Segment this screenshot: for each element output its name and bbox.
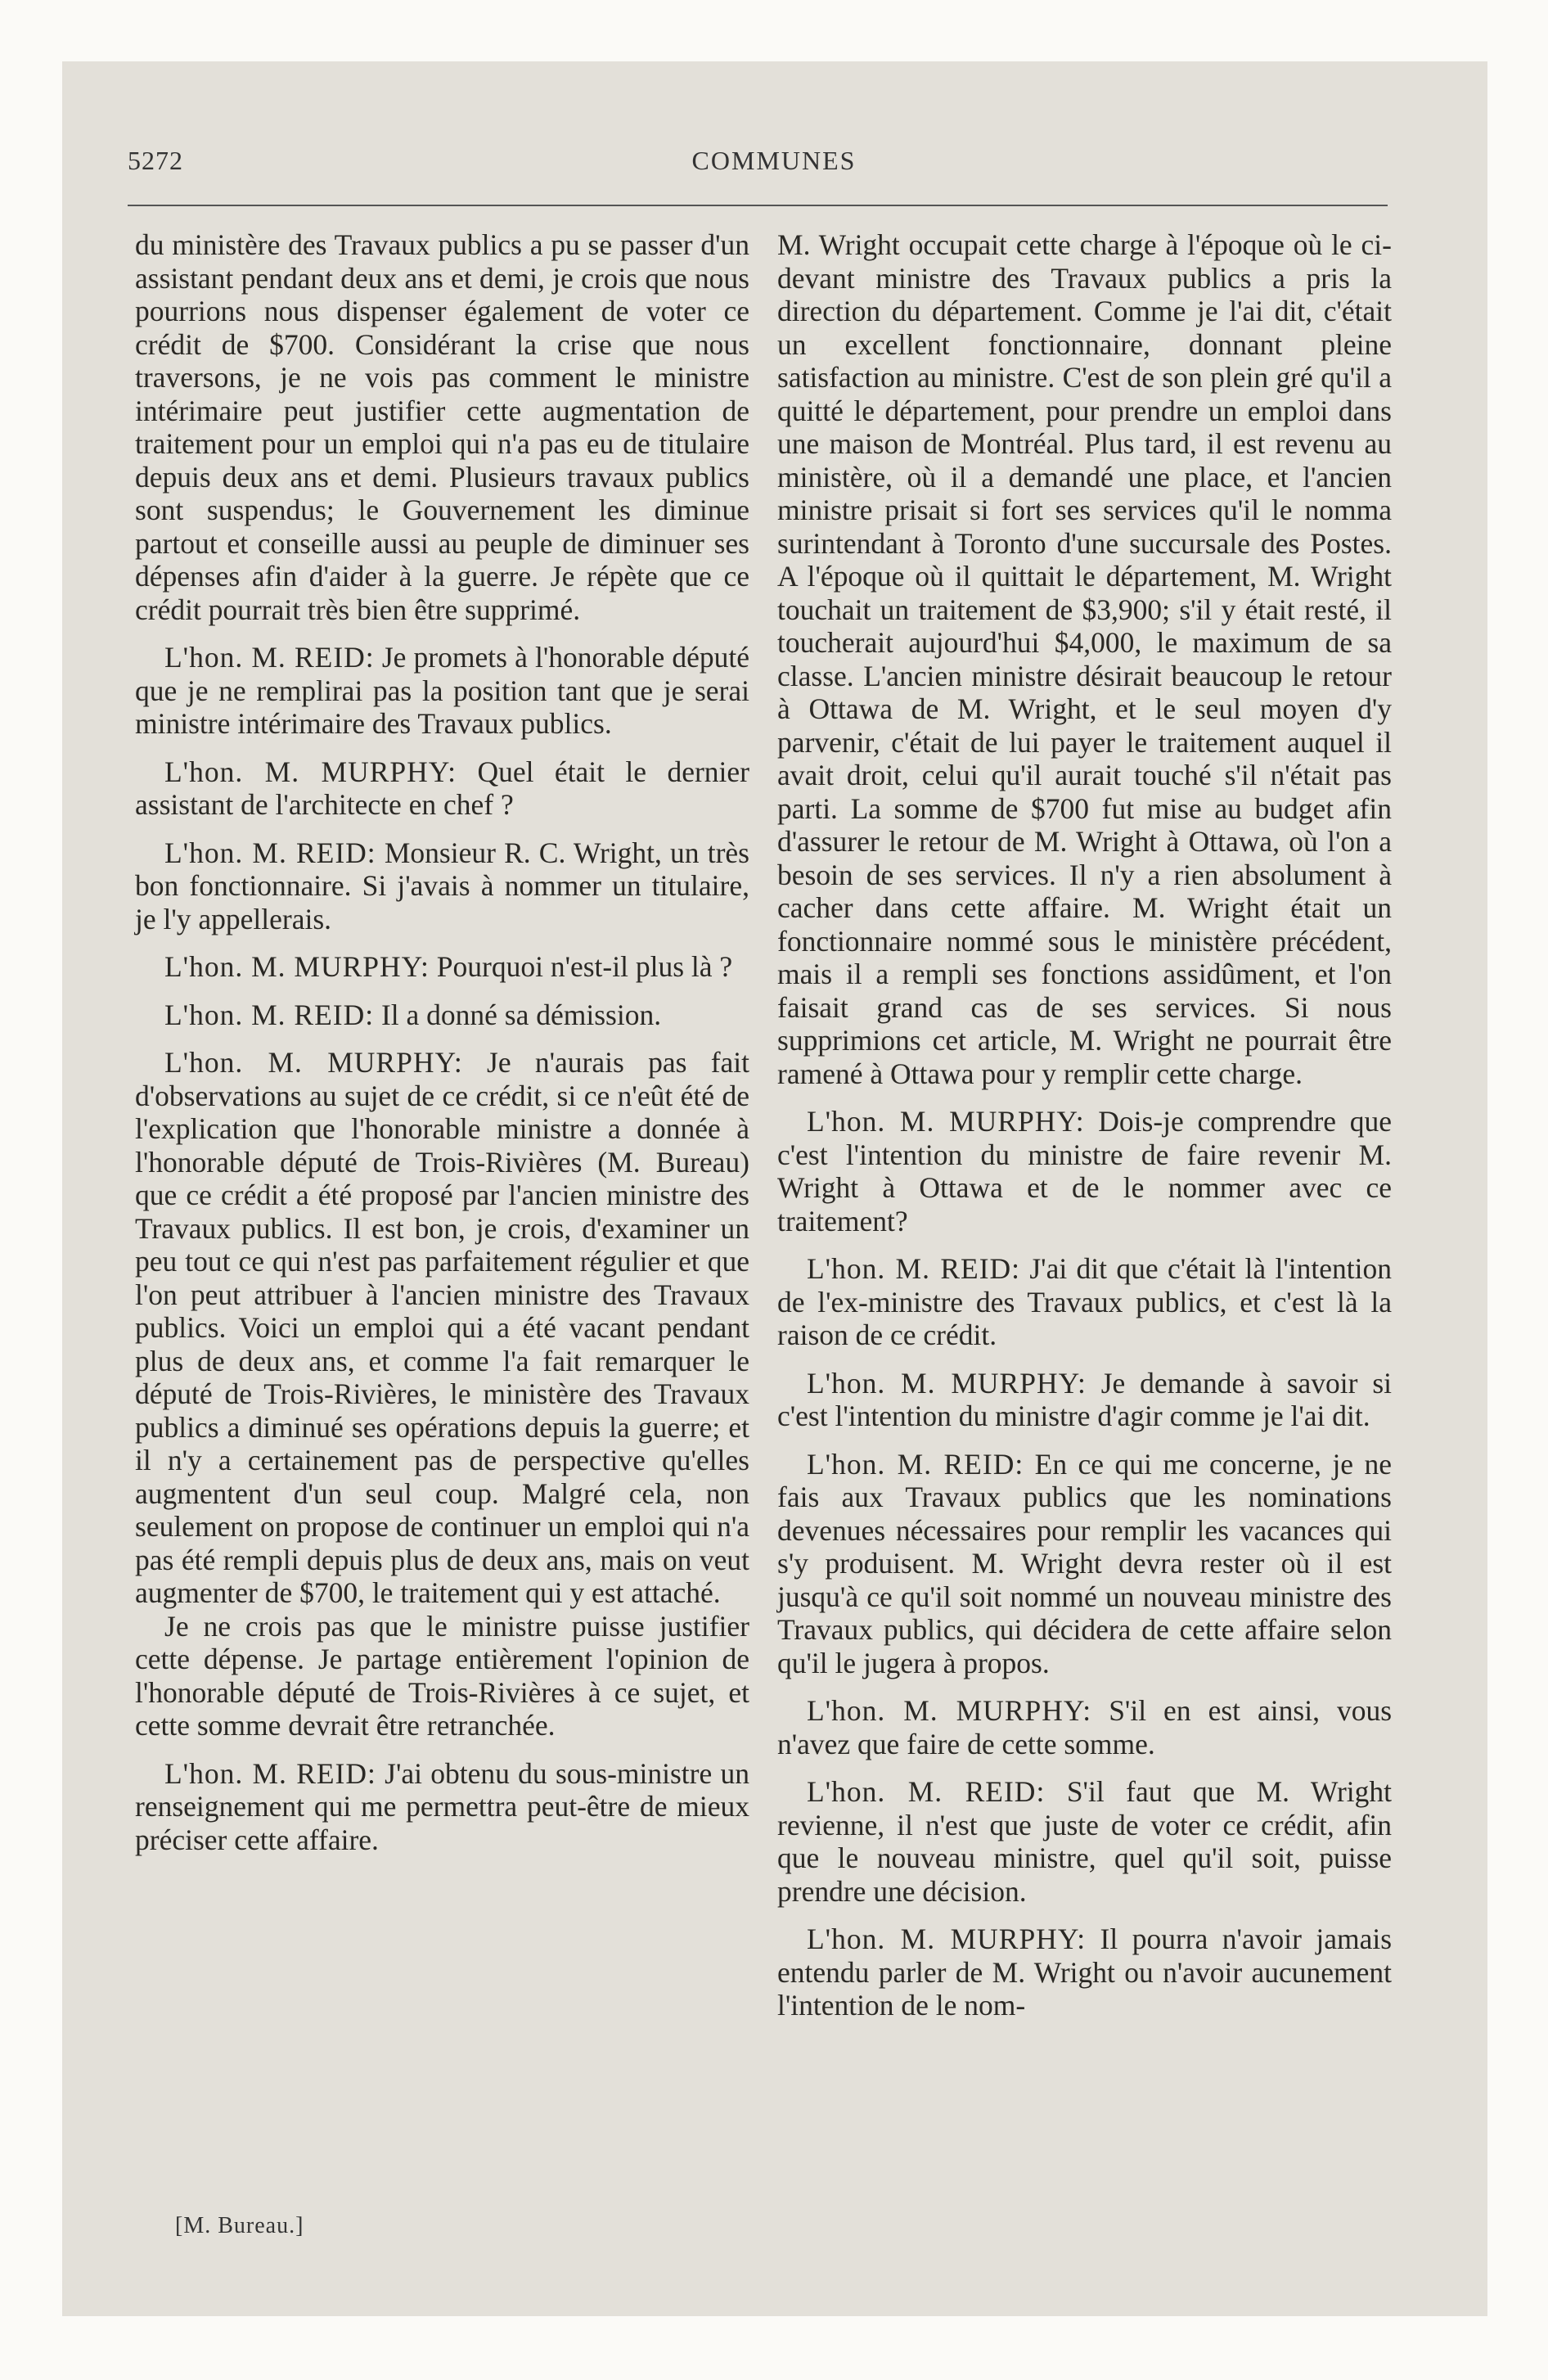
paragraph-text: Il a donné sa démission. xyxy=(380,998,662,1031)
speaker-name: L'hon. M. MURPHY: xyxy=(164,950,430,983)
paragraph xyxy=(777,1252,1392,1352)
paragraph xyxy=(135,1046,749,1610)
paragraph xyxy=(777,1105,1392,1237)
paragraph-text: Quel était le dernier assistant de l'architecte en chef ? xyxy=(135,755,749,821)
paragraph-text: Pourquoi n'est-il plus là ? xyxy=(436,950,733,983)
paragraph xyxy=(135,1757,749,1857)
paragraph xyxy=(135,1610,749,1742)
paragraph xyxy=(135,950,749,984)
footer-note: [M. Bureau.] xyxy=(175,2213,304,2238)
paragraph xyxy=(135,228,749,626)
paragraph xyxy=(135,755,749,822)
paragraph-text: Je ne crois pas que le ministre puisse justifier cette dépense. Je partage entièrement l'opinion de l'honorable député de Trois-Rivières à ce sujet, et cette somme devrait être retranchée. xyxy=(135,1609,749,1742)
speaker-name: L'hon. M. MURPHY: xyxy=(807,1922,1087,1955)
paragraph-text: Il pourra n'avoir jamais entendu parler de M. Wright ou n'avoir aucunement l'intention de le nom- xyxy=(777,1922,1393,2022)
paragraph-text: Je n'aurais pas fait d'observations au sujet de ce crédit, si ce n'eût été de l'explication que l'honorable ministre a donnée à l'honorable député de Trois-Rivières (M. Bureau) que ce crédit a été proposé par l'ancien ministre des Travaux publics. Il est bon, je crois, d'examiner un peu tout ce qui n'est pas parfaitement régulier et que l'on peut attribuer à l'ancien ministre des Travaux publics. Voici un emploi qui a été vacant pendant plus de deux ans, et comme l'a fait remarquer le député de Trois-Rivières, le ministère des Travaux publics a diminué ses opérations depuis la guerre; et il n'y a certainement pas de perspective qu'elles augmentent d'un seul coup. Malgré cela, non seulement on propose de continuer un emploi qui n'a pas été rempli depuis plus de deux ans, mais on veut augmenter de $700, le traitement qui y est attaché. xyxy=(135,1046,750,1609)
paragraph xyxy=(777,1775,1392,1908)
paragraph xyxy=(777,228,1392,1090)
left-column xyxy=(135,228,749,1871)
paragraph-text: S'il faut que M. Wright revienne, il n'est que juste de voter ce crédit, afin que le nouveau ministre, quel qu'il soit, puisse prendre une décision. xyxy=(777,1775,1393,1908)
paragraph xyxy=(777,1922,1392,2022)
paragraph-text: M. Wright occupait cette charge à l'époque où le ci-devant ministre des Travaux publics a pris la direction du département. Comme je l'ai dit, c'était un excellent fonctionnaire, donnant pleine satisfaction au ministre. C'est de son plein gré qu'il a quitté le département, pour prendre un emploi dans une maison de Montréal. Plus tard, il est revenu au ministère, où il a demandé une place, et l'ancien ministre prisait si fort ses services qu'il le nomma surintendant à Toronto d'une succursale des Postes. A l'époque où il quittait le département, M. Wright touchait un traitement de $3,900; s'il y était resté, il toucherait aujourd'hui $4,000, le maximum de sa classe. L'ancien ministre désirait beaucoup le retour à Ottawa de M. Wright, et le seul moyen d'y parvenir, c'était de lui payer le traitement auquel il avait droit, celui qu'il aurait touché s'il n'était pas parti. La somme de $700 fut mise au budget afin d'assurer le retour de M. Wright à Ottawa, où l'on a besoin de ses services. Il n'y a rien absolument à cacher dans cette affaire. M. Wright était un fonctionnaire nommé sous le ministère précédent, mais il a rempli ses fonctions assidûment, et l'on faisait grand cas de ses services. Si nous supprimions cet article, M. Wright ne pourrait être ramené à Ottawa pour y remplir cette charge. xyxy=(777,228,1392,1090)
paragraph-text: du ministère des Travaux publics a pu se passer d'un assistant pendant deux ans et demi, je crois que nous pourrions nous dispenser également de voter ce crédit de $700. Considérant la crise que nous traversons, je ne vois pas comment le ministre intérimaire peut justifier cette augmentation de traitement pour un emploi qui n'a pas eu de titulaire depuis deux ans et demi. Plusieurs travaux publics sont suspendus; le Gouvernement les diminue partout et conseille aussi au peuple de diminuer ses dépenses afin d'aider à la guerre. Je répète que ce crédit pourrait très bien être supprimé. xyxy=(135,228,749,626)
speaker-name: L'hon. M. MURPHY: xyxy=(164,755,457,788)
paragraph xyxy=(777,1448,1392,1680)
speaker-name: L'hon. M. REID: xyxy=(807,1447,1024,1481)
paragraph-text: Je demande à savoir si c'est l'intention du ministre d'agir comme je l'ai dit. xyxy=(777,1366,1393,1432)
header-rule xyxy=(128,205,1388,206)
paragraph-text: Je promets à l'honorable député que je ne remplirai pas la position tant que je serai ministre intérimaire des Travaux publics. xyxy=(135,641,749,740)
paragraph-text: Monsieur R. C. Wright, un très bon fonctionnaire. Si j'avais à nommer un titulaire, je l'y appellerais. xyxy=(135,836,749,935)
speaker-name: L'hon. M. REID: xyxy=(164,641,375,674)
page-title: COMMUNES xyxy=(691,146,857,175)
right-column xyxy=(777,228,1392,2037)
paragraph-text: S'il en est ainsi, vous n'avez que faire de cette somme. xyxy=(777,1694,1393,1760)
paragraph-text: En ce qui me concerne, je ne fais aux Travaux publics que les nominations devenues nécessaires pour remplir les vacances qui s'y produisent. M. Wright devra rester où il est jusqu'à ce qu'il soit nommé un nouveau ministre des Travaux publics, qui décidera de cette affaire selon qu'il le jugera à propos. xyxy=(777,1447,1393,1679)
paragraph-text: J'ai dit que c'était là l'intention de l'ex-ministre des Travaux publics, et c'est là la raison de ce crédit. xyxy=(777,1252,1392,1351)
speaker-name: L'hon. M. MURPHY: xyxy=(807,1694,1092,1727)
speaker-name: L'hon. M. REID: xyxy=(807,1252,1021,1285)
speaker-name: L'hon. M. REID: xyxy=(164,998,375,1031)
paragraph-text: J'ai obtenu du sous-ministre un renseignement qui me permettra peut-être de mieux préciser cette affaire. xyxy=(135,1756,750,1856)
speaker-name: L'hon. M. MURPHY: xyxy=(807,1105,1085,1138)
paragraph xyxy=(135,998,749,1032)
speaker-name: L'hon. M. REID: xyxy=(164,836,376,869)
paragraph xyxy=(777,1367,1392,1433)
speaker-name: L'hon. M. MURPHY: xyxy=(164,1046,463,1079)
paragraph xyxy=(135,641,749,741)
paragraph xyxy=(777,1694,1392,1760)
speaker-name: L'hon. M. REID: xyxy=(807,1775,1046,1808)
paragraph xyxy=(135,836,749,936)
speaker-name: L'hon. M. MURPHY: xyxy=(807,1366,1087,1400)
speaker-name: L'hon. M. REID: xyxy=(164,1756,376,1790)
page-number: 5272 xyxy=(128,146,183,175)
paragraph-text: Dois-je comprendre que c'est l'intention du ministre de faire revenir M. Wright à Ottawa et de le nommer avec ce traitement? xyxy=(777,1105,1393,1237)
